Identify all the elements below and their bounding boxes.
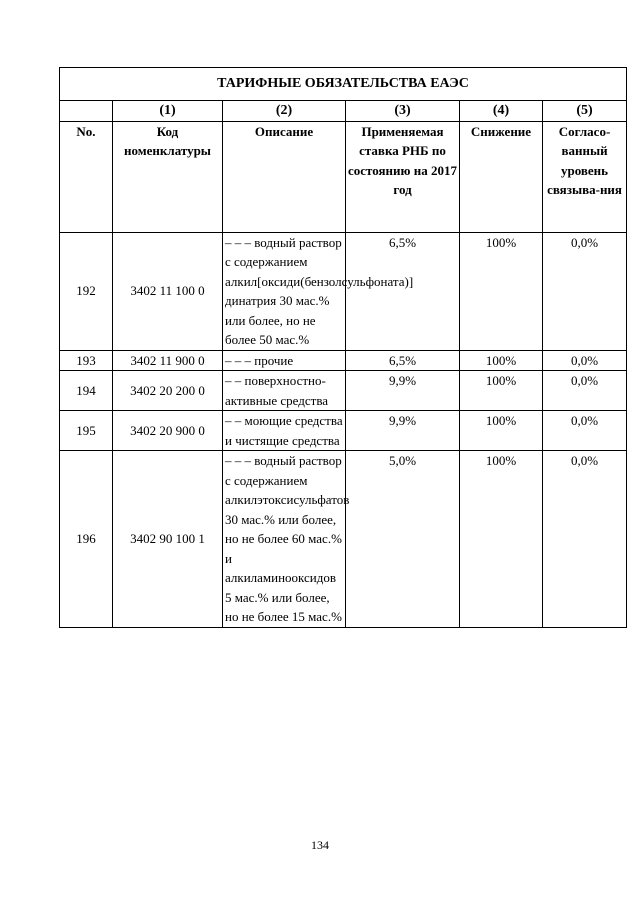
cell-no: 192 <box>60 232 113 350</box>
cell-rate: 9,9% <box>346 411 460 451</box>
column-number: (4) <box>460 101 543 122</box>
cell-binding: 0,0% <box>543 232 627 350</box>
header-no: No. <box>60 121 113 232</box>
cell-code: 3402 90 100 1 <box>113 451 223 628</box>
cell-binding: 0,0% <box>543 411 627 451</box>
table-row <box>60 350 627 371</box>
page-number: 134 <box>311 838 329 852</box>
cell-description: – – – водный раствор с содержанием алкилэтоксисульфатов 30 мас.% или более, но не более 60 мас.% и алкиламинооксидов 5 мас.% или более, но не более 15 мас.% <box>223 451 346 628</box>
tariff-table <box>59 67 627 628</box>
cell-binding: 0,0% <box>543 350 627 371</box>
cell-reduction: 100% <box>460 451 543 628</box>
header-rate: Применяемая ставка РНБ по состоянию на 2017 год <box>346 121 460 232</box>
cell-reduction: 100% <box>460 232 543 350</box>
table-row <box>60 232 627 350</box>
column-number: (3) <box>346 101 460 122</box>
table-row <box>60 411 627 451</box>
cell-rate: 5,0% <box>346 451 460 628</box>
cell-no: 196 <box>60 451 113 628</box>
cell-rate: 6,5% <box>346 350 460 371</box>
cell-no: 195 <box>60 411 113 451</box>
cell-no: 193 <box>60 350 113 371</box>
cell-code: 3402 11 100 0 <box>113 232 223 350</box>
cell-description: – – – водный раствор с содержанием алкил[оксиди(бензолсульфоната)] динатрия 30 мас.% или более, но не более 50 мас.% <box>223 232 346 350</box>
cell-rate: 6,5% <box>346 232 460 350</box>
cell-code: 3402 20 200 0 <box>113 371 223 411</box>
cell-code: 3402 20 900 0 <box>113 411 223 451</box>
cell-description: – – поверхностно-активные средства <box>223 371 346 411</box>
table-row <box>60 371 627 411</box>
cell-reduction: 100% <box>460 350 543 371</box>
cell-binding: 0,0% <box>543 371 627 411</box>
table-title: ТАРИФНЫЕ ОБЯЗАТЕЛЬСТВА ЕАЭС <box>60 68 627 101</box>
column-number: (1) <box>113 101 223 122</box>
cell-reduction: 100% <box>460 411 543 451</box>
header-reduction: Снижение <box>460 121 543 232</box>
column-number: (5) <box>543 101 627 122</box>
cell-rate: 9,9% <box>346 371 460 411</box>
cell-no: 194 <box>60 371 113 411</box>
cell-description: – – – прочие <box>223 350 346 371</box>
table-row <box>60 451 627 628</box>
header-description: Описание <box>223 121 346 232</box>
header-code: Код номенклатуры <box>113 121 223 232</box>
cell-reduction: 100% <box>460 371 543 411</box>
column-number <box>60 101 113 122</box>
cell-code: 3402 11 900 0 <box>113 350 223 371</box>
cell-binding: 0,0% <box>543 451 627 628</box>
cell-description: – – моющие средства и чистящие средства <box>223 411 346 451</box>
column-number: (2) <box>223 101 346 122</box>
header-binding: Согласо-ванный уровень связыва-ния <box>543 121 627 232</box>
